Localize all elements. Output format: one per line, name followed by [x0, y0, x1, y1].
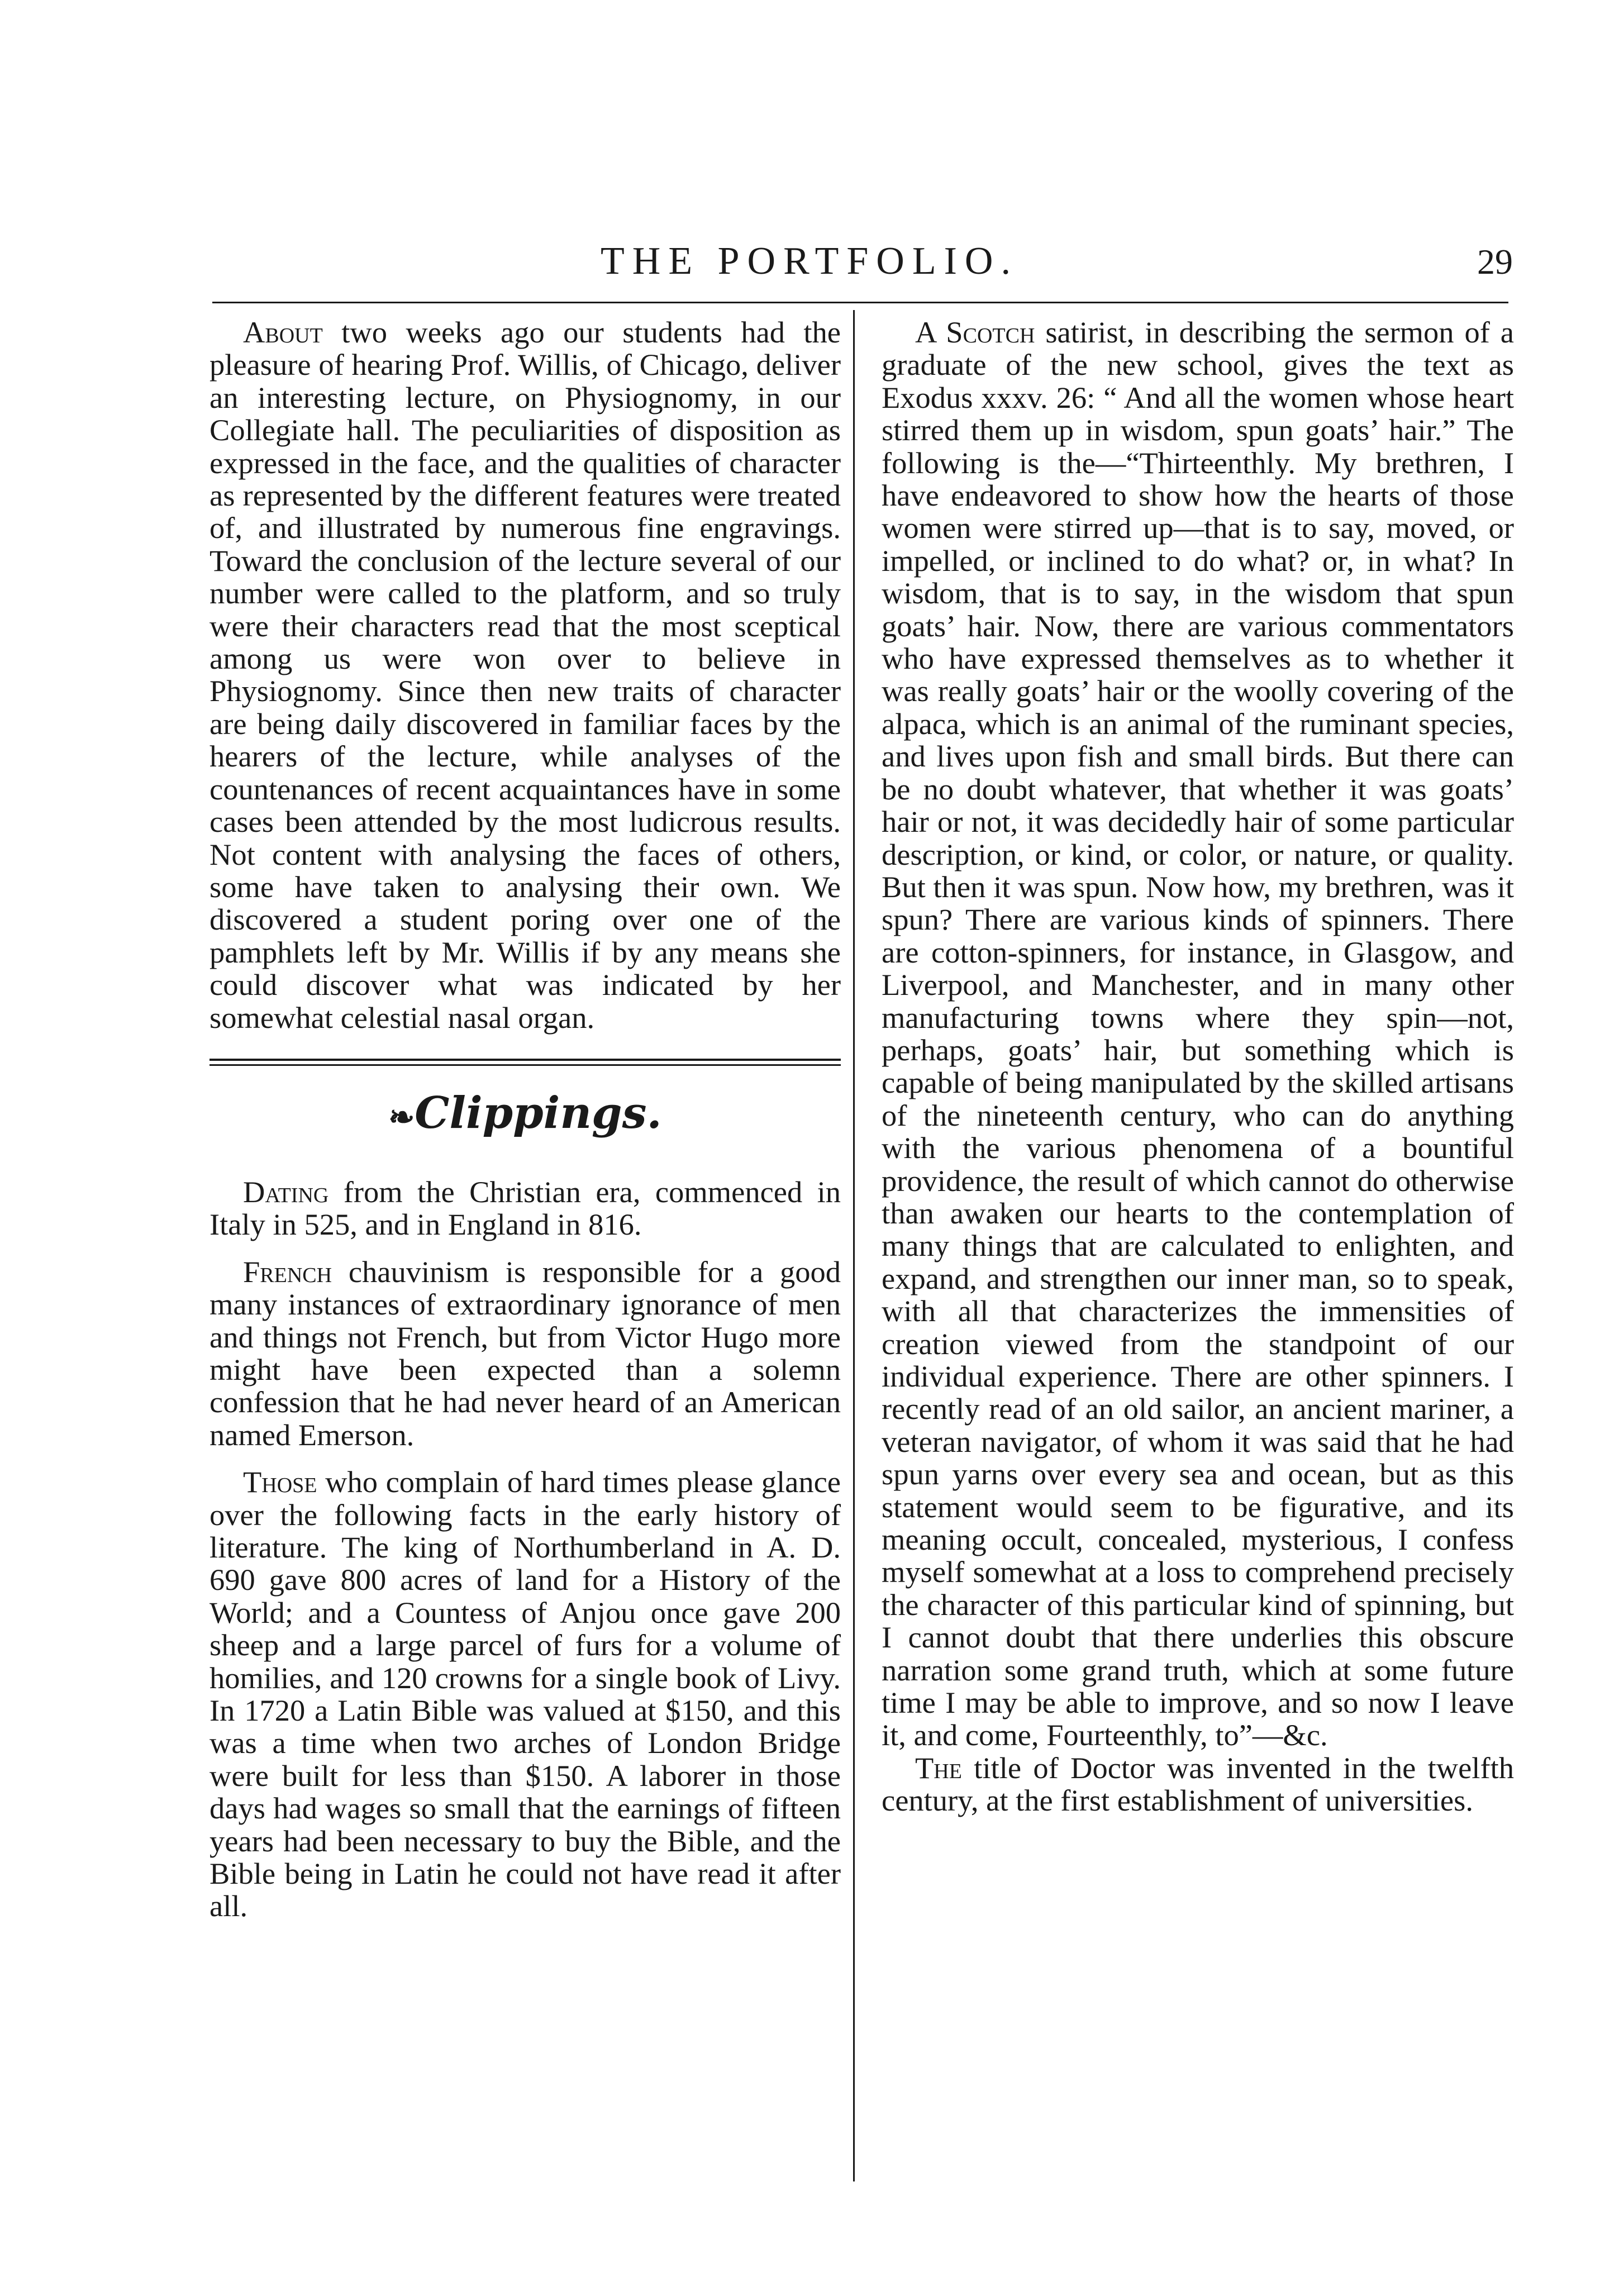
clipping-paragraph: [209, 1256, 841, 1451]
paragraph-lead: The: [915, 1750, 962, 1785]
right-column: [882, 316, 1514, 1817]
paragraph-body: chauvinism is responsible for a good many instances of extraordinary ignorance of men and things not French, but from Victor Hugo more might have been expected than a solemn confession that he had never heard of an American named Emerson.: [209, 1254, 841, 1452]
paragraph-body: two weeks ago our students had the pleasure of hearing Prof. Willis, of Chicago, deliver an interesting lecture, on Physiognomy, in our Collegiate hall. The peculiarities of disposition as expressed in the face, and the qualities of character as represented by the different features were treated of, and illustrated by numerous fine engravings. Toward the conclusion of the lecture several of our number were called to the platform, and so truly were their characters read that the most sceptical among us were won over to believe in Physiognomy. Since then new traits of character are being daily discovered in familiar faces by the hearers of the lecture, while analyses of the countenances of recent acquaintances have in some cases been attended by the most ludicrous results. Not content with analysing the faces of others, some have taken to analysing their own. We discovered a student poring over one of the pamphlets left by Mr. Willis if by any means she could discover what was indicated by her somewhat celestial nasal organ.: [209, 315, 841, 1035]
header-rule: [212, 302, 1508, 303]
clipping-paragraph: [209, 1466, 841, 1923]
left-column: [209, 316, 841, 1923]
paragraph-lead: Those: [243, 1465, 317, 1499]
paragraph-lead: A Scotch: [915, 315, 1035, 349]
column-divider: [853, 310, 855, 2181]
section-separator: [209, 1059, 841, 1066]
clipping-paragraph: [209, 1176, 841, 1241]
fleuron-icon: ❧: [388, 1098, 415, 1136]
article-lecture-paragraph: [209, 316, 841, 1034]
double-rule: [209, 1059, 841, 1066]
section-heading-text: Clippings.: [415, 1087, 662, 1139]
page-header-title: THE PORTFOLIO.: [601, 240, 1018, 283]
clipping-paragraph: [882, 1752, 1514, 1817]
section-heading-clippings: [209, 1088, 841, 1142]
page-number: 29: [1477, 242, 1513, 282]
paragraph-lead: French: [243, 1254, 332, 1289]
paragraph-body: satirist, in describing the sermon of a graduate of the new school, gives the text as Exodus xxxv. 26: “ And all the women whose heart stirred them up in wisdom, spun goats’ hair.” The following is the—“Thirteenthly. My brethren, I have endeavored to show how the hearts of those women were stirred up—that is to say, moved, or impelled, or inclined to do what? or, in what? In wisdom, that is to say, in the wisdom that spun goats’ hair. Now, there are various commentators who have expressed themselves as to whether it was really goats’ hair or the woolly covering of the alpaca, which is an animal of the ruminant species, and lives upon fish and small birds. But there can be no doubt whatever, that whether it was goats’ hair or not, it was decidedly hair of some particular description, or kind, or color, or nature, or quality. But then it was spun. Now how, my brethren, was it spun? There are various kinds of spinners. There are cotton-spinners, for instance, in Glasgow, and Liverpool, and Manchester, and in many other manufacturing towns where they spin—not, perhaps, goats’ hair, but something which is capable of being manipulated by the skilled artisans of the nineteenth century, who can do anything with the various phenomena of a bountiful providence, the result of which cannot do otherwise than awaken our hearts to the contemplation of many things that are calculated to enlighten, and expand, and strengthen our inner man, so to speak, with all that characterizes the immensities of creation viewed from the standpoint of our individual experience. There are other spinners. I recently read of an old sailor, an ancient mariner, a veteran navigator, of whom it was said that he had spun yarns over every sea and ocean, but as this statement would seem to be figurative, and its meaning occult, concealed, mysterious, I confess myself somewhat at a loss to comprehend precisely the character of this particular kind of spinning, but I cannot doubt that there underlies this obscure narration some grand truth, which at some future time I may be able to improve, and so now I leave it, and come, Fourteenthly, to”—&c.: [882, 315, 1514, 1752]
paragraph-body: who complain of hard times please glance over the following facts in the early history of literature. The king of Northumberland in A. D. 690 gave 800 acres of land for a History of the World; and a Countess of Anjou once gave 200 sheep and a large parcel of furs for a volume of homilies, and 120 crowns for a single book of Livy. In 1720 a Latin Bible was valued at $150, and this was a time when two arches of London Bridge were built for less than $150. A laborer in those days had wages so small that the earnings of fifteen years had been necessary to buy the Bible, and the Bible being in Latin he could not have read it after all.: [209, 1465, 841, 1923]
paragraph-body: from the Christian era, commenced in Italy in 525, and in England in 816.: [209, 1174, 841, 1242]
paragraph-lead: About: [243, 315, 323, 349]
clipping-paragraph: [882, 316, 1514, 1752]
paragraph-lead: Dating: [243, 1174, 329, 1209]
paragraph-body: title of Doctor was invented in the twelfth century, at the first establishment of universities.: [882, 1750, 1514, 1818]
